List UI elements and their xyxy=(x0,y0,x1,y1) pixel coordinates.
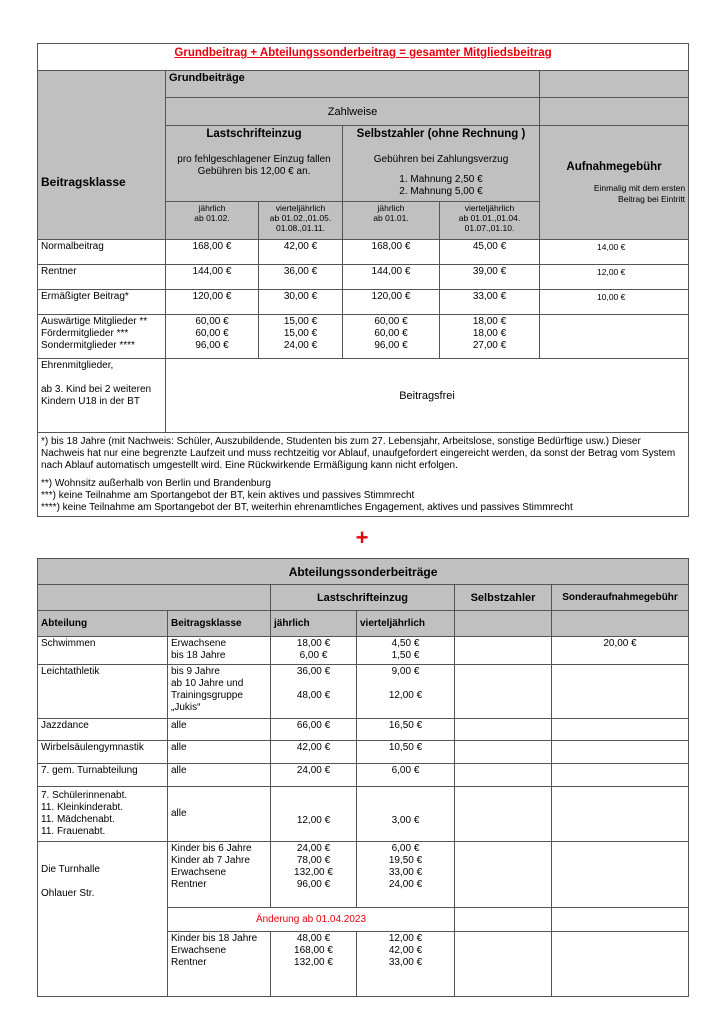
row-klasse: Rentner xyxy=(38,265,166,290)
aufnahmegebuehr-header: Aufnahmegebühr Einmalig mit dem ersten Beitrag bei Eintritt xyxy=(540,126,689,240)
col-sz-jaehrlich: jährlich ab 01.01. xyxy=(343,202,440,240)
row-sz-vierteljaehrlich: 18,00 € 18,00 € 27,00 € xyxy=(440,315,540,359)
row-selbst xyxy=(455,741,552,764)
footnote-1: *) bis 18 Jahre (mit Nachweis: Schüler, Auszubildende, Studenten bis zum 27. Lebensjahr, Arbeitslose, sonstige Bedürftige usw.) Dieser Nachweis hat nur eine begrenzte Laufzeit und muss rechtzeitig vor Ablauf, unaufgefordert eingereicht werden, da sonst der Betrag vom System nach Ablauf automatisch umgestellt wird. Eine Rückwirkende Ermäßigung kann nicht erfolgen. xyxy=(41,436,676,471)
row-ls-jaehrlich: 168,00 € xyxy=(166,240,259,265)
row-klasse: alle xyxy=(168,787,271,842)
row-ls-vierteljaehrlich: 15,00 € 15,00 € 24,00 € xyxy=(259,315,343,359)
row-selbst xyxy=(455,764,552,787)
table-row xyxy=(38,240,689,265)
abt-lastschrift-header: Lastschrifteinzug xyxy=(271,585,455,611)
col-jaehrlich: jährlich xyxy=(271,611,357,637)
turnhalle-klasse: Kinder bis 6 Jahre Kinder ab 7 Jahre Erwachsene Rentner xyxy=(168,842,271,908)
row-abteilung: 7. gem. Turnabteilung xyxy=(38,764,168,787)
row-ls-jaehrlich: 60,00 € 60,00 € 96,00 € xyxy=(166,315,259,359)
row-abteilung: Leichtathletik xyxy=(38,665,168,719)
turnhalle-jaehrlich: 24,00 € 78,00 € 132,00 € 96,00 € xyxy=(271,842,357,908)
row-sonder xyxy=(552,719,689,741)
row-sz-jaehrlich: 60,00 € 60,00 € 96,00 € xyxy=(343,315,440,359)
table-row xyxy=(38,315,689,359)
row-sonder xyxy=(552,764,689,787)
row-jaehrlich: 42,00 € xyxy=(271,741,357,764)
row-aufnahme: 10,00 € xyxy=(540,290,689,315)
row-sz-jaehrlich: 144,00 € xyxy=(343,265,440,290)
table-row xyxy=(38,764,689,787)
row-selbst xyxy=(455,665,552,719)
row-klasse: alle xyxy=(168,741,271,764)
row-abteilung: 7. Schülerinnenabt. 11. Kleinkinderabt. 11. Mädchenabt. 11. Frauenabt. xyxy=(38,787,168,842)
row-sonder: 20,00 € xyxy=(552,637,689,665)
footnote-2: **) Wohnsitz außerhalb von Berlin und Brandenburg xyxy=(41,478,271,489)
table-row xyxy=(38,741,689,764)
lastschrift-header: Lastschrifteinzug pro fehlgeschlagener Einzug fallen Gebühren bis 12,00 € an. xyxy=(166,126,343,202)
row-vierteljaehrlich: 6,00 € xyxy=(357,764,455,787)
table-row xyxy=(38,787,689,842)
row-ls-jaehrlich: 144,00 € xyxy=(166,265,259,290)
row-vierteljaehrlich: 4,50 € 1,50 € xyxy=(357,637,455,665)
row-jaehrlich: 18,00 € 6,00 € xyxy=(271,637,357,665)
row-sz-vierteljaehrlich: 33,00 € xyxy=(440,290,540,315)
row-sz-jaehrlich: 120,00 € xyxy=(343,290,440,315)
plus-icon: + xyxy=(355,525,369,550)
row-vierteljaehrlich: 9,00 € 12,00 € xyxy=(357,665,455,719)
row-vierteljaehrlich: 16,50 € xyxy=(357,719,455,741)
grundbeitraege-label: Grundbeiträge xyxy=(166,71,540,98)
zahlweise-header: Zahlweise xyxy=(166,98,540,126)
row-jaehrlich: 66,00 € xyxy=(271,719,357,741)
row-abteilung: Jazzdance xyxy=(38,719,168,741)
col-ls-vierteljaehrlich: vierteljährlich ab 01.02.,01.05. 01.08.,01.11. xyxy=(259,202,343,240)
row-sonder xyxy=(552,787,689,842)
row-selbst xyxy=(455,787,552,842)
row-aufnahme: 14,00 € xyxy=(540,240,689,265)
table-row xyxy=(38,719,689,741)
row-klasse: Ermäßigter Beitrag* xyxy=(38,290,166,315)
col-sz-vierteljaehrlich: vierteljährlich ab 01.01.,01.04. 01.07.,01.10. xyxy=(440,202,540,240)
footnotes xyxy=(38,433,689,517)
row-sz-jaehrlich: 168,00 € xyxy=(343,240,440,265)
neu-jaehrlich: 48,00 € 168,00 € 132,00 € xyxy=(271,932,357,997)
neu-klasse: Kinder bis 18 Jahre Erwachsene Rentner xyxy=(168,932,271,997)
row-ls-vierteljaehrlich: 36,00 € xyxy=(259,265,343,290)
row-aufnahme xyxy=(540,315,689,359)
row-vierteljaehrlich: 3,00 € xyxy=(357,787,455,842)
table-row xyxy=(38,637,689,665)
table-row xyxy=(38,842,689,908)
table-row xyxy=(38,665,689,719)
grundbeitraege-table xyxy=(37,43,689,517)
row-klasse: Auswärtige Mitglieder ** Fördermitglieder *** Sondermitglieder **** xyxy=(38,315,166,359)
table-row xyxy=(38,359,689,433)
turnhalle-vierteljaehrlich: 6,00 € 19,50 € 33,00 € 24,00 € xyxy=(357,842,455,908)
row-ls-vierteljaehrlich: 30,00 € xyxy=(259,290,343,315)
row-ls-jaehrlich: 120,00 € xyxy=(166,290,259,315)
beitragsfrei-label: Beitragsfrei xyxy=(166,359,689,433)
row-jaehrlich: 24,00 € xyxy=(271,764,357,787)
row-sz-vierteljaehrlich: 39,00 € xyxy=(440,265,540,290)
row-jaehrlich: 36,00 € 48,00 € xyxy=(271,665,357,719)
ehrenmitglieder-label: Ehrenmitglieder, ab 3. Kind bei 2 weiteren Kindern U18 in der BT xyxy=(38,359,166,433)
abt-selbstzahler-header: Selbstzahler xyxy=(455,585,552,611)
row-sonder xyxy=(552,665,689,719)
abteilung-title: Abteilungssonderbeiträge xyxy=(38,559,689,585)
row-klasse: alle xyxy=(168,764,271,787)
abteilungssonderbeitraege-table xyxy=(37,558,689,997)
row-selbst xyxy=(455,719,552,741)
abt-sonderaufnahme-header: Sonderaufnahmegebühr xyxy=(552,585,689,611)
turnhalle-label: Die Turnhalle Ohlauer Str. xyxy=(38,842,168,997)
page-title: Grundbeitrag + Abteilungssonderbeitrag = gesamter Mitgliedsbeitrag xyxy=(38,44,689,71)
row-klasse: alle xyxy=(168,719,271,741)
aenderung-note: Änderung ab 01.04.2023 xyxy=(168,908,455,932)
row-sz-vierteljaehrlich: 45,00 € xyxy=(440,240,540,265)
row-sonder xyxy=(552,741,689,764)
row-abteilung: Schwimmen xyxy=(38,637,168,665)
row-jaehrlich: 12,00 € xyxy=(271,787,357,842)
selbstzahler-header: Selbstzahler (ohne Rechnung ) Gebühren bei Zahlungsverzug 1. Mahnung 2,50 € 2. Mahnung 5,00 € xyxy=(343,126,540,202)
row-vierteljaehrlich: 10,50 € xyxy=(357,741,455,764)
footnote-3: ***) keine Teilnahme am Sportangebot der BT, kein aktives und passives Stimmrecht xyxy=(41,490,415,501)
row-klasse: Normalbeitrag xyxy=(38,240,166,265)
col-vierteljaehrlich: vierteljährlich xyxy=(357,611,455,637)
beitragsklasse-header: Beitragsklasse xyxy=(38,71,166,240)
col-ls-jaehrlich: jährlich ab 01.02. xyxy=(166,202,259,240)
neu-vierteljaehrlich: 12,00 € 42,00 € 33,00 € xyxy=(357,932,455,997)
row-ls-vierteljaehrlich: 42,00 € xyxy=(259,240,343,265)
footnote-4: ****) keine Teilnahme am Sportangebot der BT, weiterhin ehrenamtliches Engagement, aktives und passives Stimmrecht xyxy=(41,502,573,513)
col-beitragsklasse: Beitragsklasse xyxy=(168,611,271,637)
table-row xyxy=(38,290,689,315)
table-row xyxy=(38,265,689,290)
col-abteilung: Abteilung xyxy=(38,611,168,637)
row-klasse: Erwachsene bis 18 Jahre xyxy=(168,637,271,665)
row-abteilung: Wirbelsäulengymnastik xyxy=(38,741,168,764)
row-aufnahme: 12,00 € xyxy=(540,265,689,290)
row-klasse: bis 9 Jahre ab 10 Jahre und Trainingsgruppe „Jukis“ xyxy=(168,665,271,719)
row-selbst xyxy=(455,637,552,665)
